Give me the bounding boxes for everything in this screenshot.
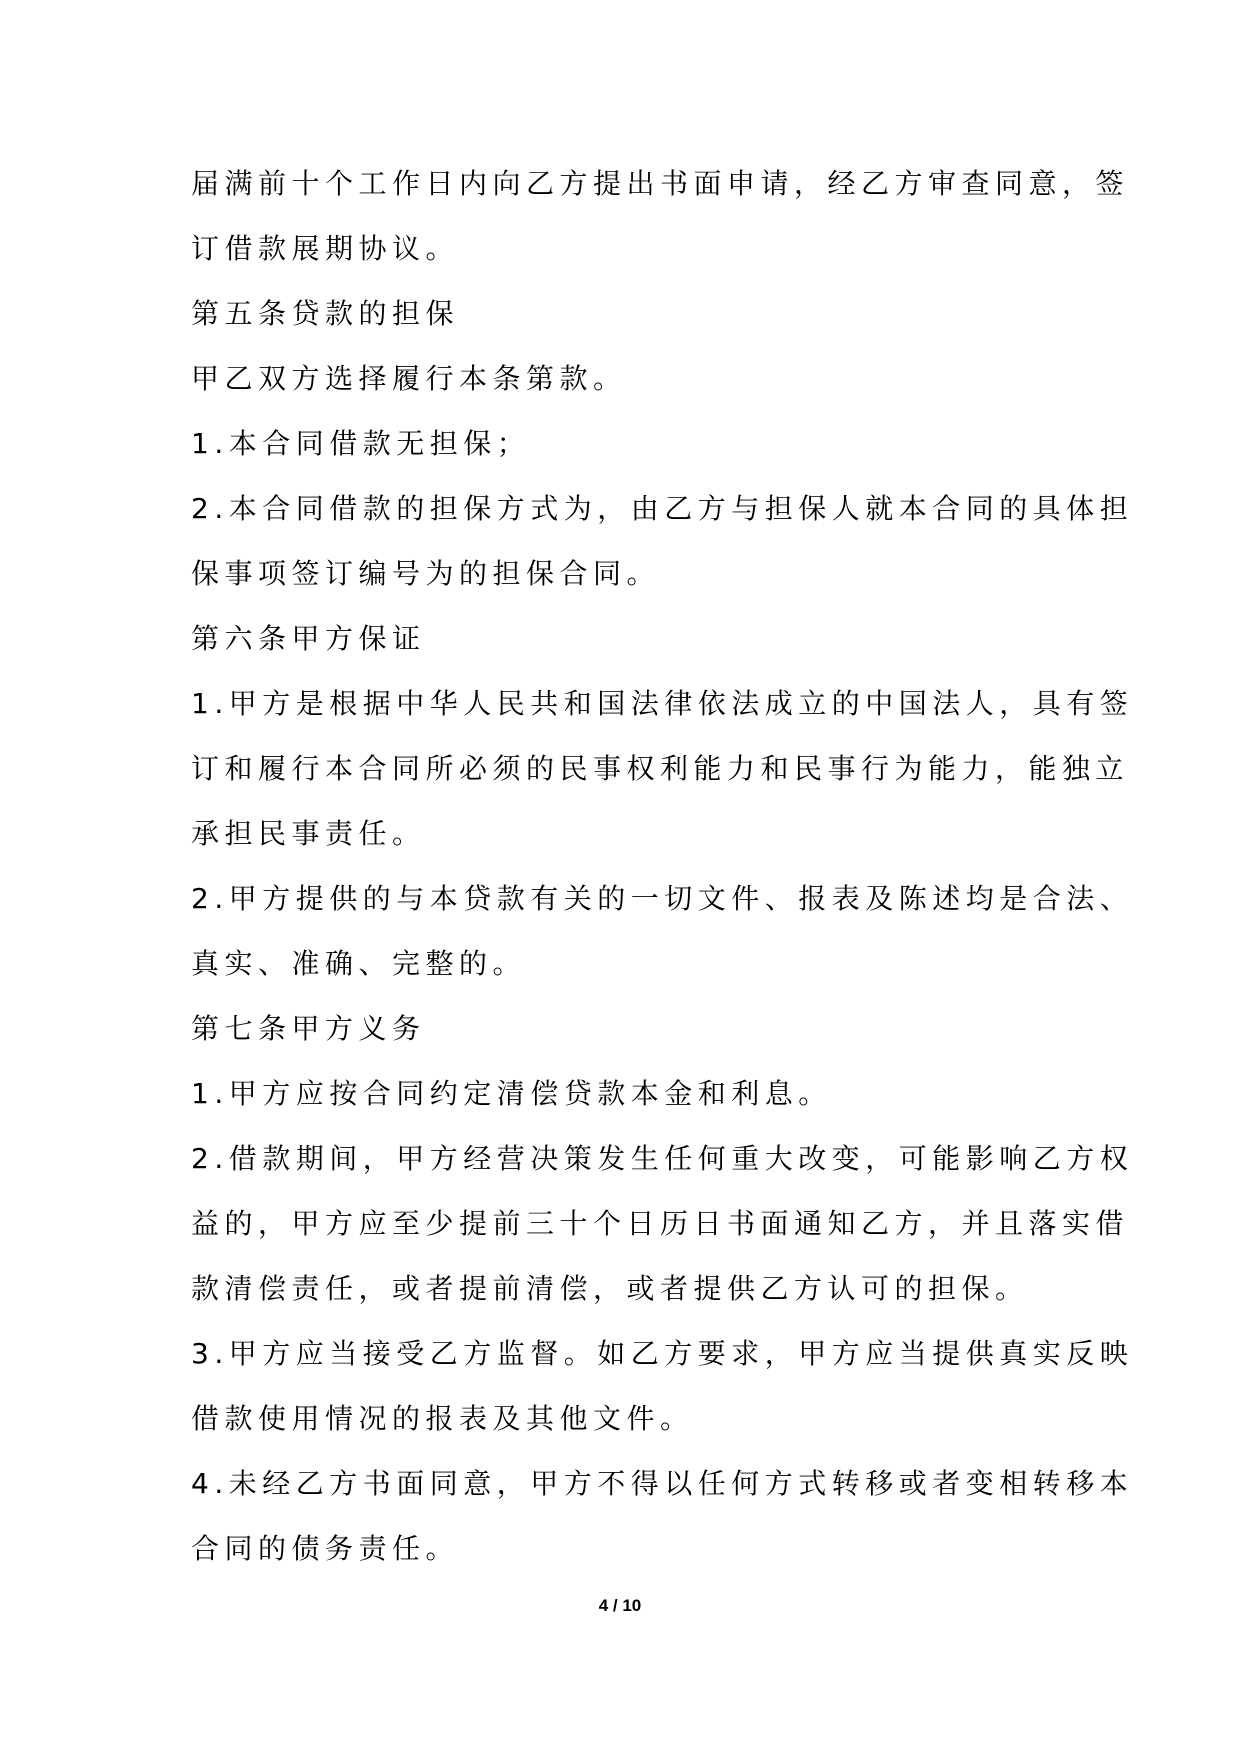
clause-heading: 第七条甲方义务 <box>191 1012 426 1045</box>
list-item: 3.甲方应当接受乙方监督。如乙方要求，甲方应当提供真实反映 <box>191 1337 1134 1370</box>
clause-heading: 第五条贷款的担保 <box>191 297 460 330</box>
text-line: 订和履行本合同所必须的民事权利能力和民事行为能力，能独立 <box>191 752 1130 785</box>
text-line: 订借款展期协议。 <box>191 232 460 265</box>
text-line: 款清偿责任，或者提前清偿，或者提供乙方认可的担保。 <box>191 1272 1029 1305</box>
text-line: 借款使用情况的报表及其他文件。 <box>191 1402 694 1435</box>
text-line: 真实、准确、完整的。 <box>191 947 527 980</box>
text-line: 承担民事责任。 <box>191 817 426 850</box>
text-line: 保事项签订编号为的担保合同。 <box>191 557 661 590</box>
page-number: 4 / 10 <box>598 1596 642 1615</box>
list-item: 2.借款期间，甲方经营决策发生任何重大改变，可能影响乙方权 <box>191 1142 1134 1175</box>
text-line: 甲乙双方选择履行本条第款。 <box>191 362 627 395</box>
clause-heading: 第六条甲方保证 <box>191 622 426 655</box>
list-item: 1.甲方是根据中华人民共和国法律依法成立的中国法人，具有签 <box>191 687 1134 720</box>
text-line: 合同的债务责任。 <box>191 1532 460 1565</box>
text-line: 届满前十个工作日内向乙方提出书面申请，经乙方审查同意，签 <box>191 167 1130 200</box>
text-line: 益的，甲方应至少提前三十个日历日书面通知乙方，并且落实借 <box>191 1207 1130 1240</box>
list-item: 1.本合同借款无担保； <box>191 427 531 460</box>
list-item: 2.本合同借款的担保方式为，由乙方与担保人就本合同的具体担 <box>191 492 1134 525</box>
list-item: 4.未经乙方书面同意，甲方不得以任何方式转移或者变相转移本 <box>191 1467 1134 1500</box>
list-item: 1.甲方应按合同约定清偿贷款本金和利息。 <box>191 1077 832 1110</box>
list-item: 2.甲方提供的与本贷款有关的一切文件、报表及陈述均是合法、 <box>191 882 1134 915</box>
